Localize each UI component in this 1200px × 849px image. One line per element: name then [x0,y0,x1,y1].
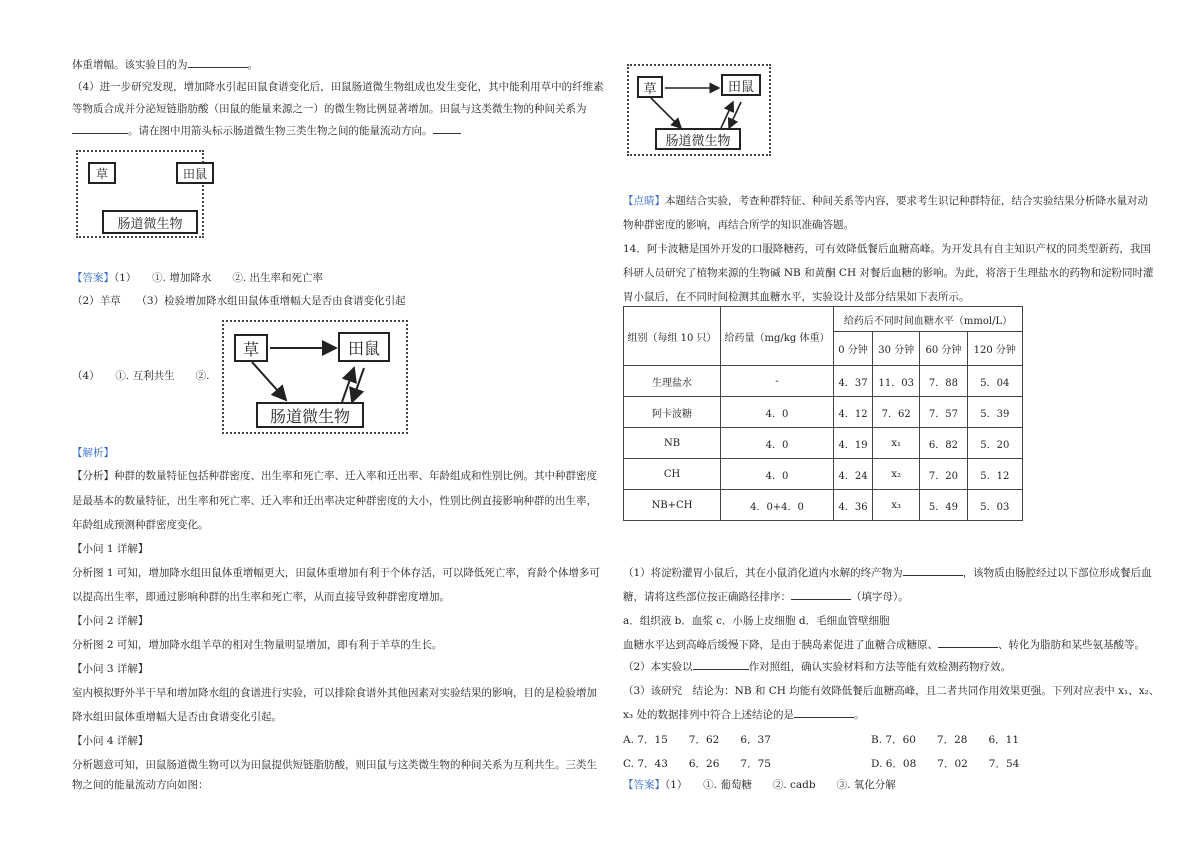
section-title: 【小问 2 详解】 [72,615,149,627]
table-cell: 7．20 [920,459,967,490]
text-line: 室内模拟野外半干旱和增加降水组的食谱进行实验，可以排除食谱外其他因素对实验结果的影响，目的是检验增加 [72,687,597,699]
text-line: 胃小鼠后，在不同时间检测其血糖水平，实验设计及部分结果如下表所示。 [623,291,970,303]
answer-blank [903,566,963,576]
text-line: 体重增幅。该实验目的为 。 [72,59,258,71]
text-line: 科研人员研究了植物来源的生物碱 NB 和黄酮 CH 对餐后血糖的影响。为此，将溶于生理盐水的药物和淀粉同时灌 [623,267,1154,279]
section-title: 【小问 1 详解】 [72,543,149,555]
text-line: （3）该研究 结论为：NB 和 CH 均能有效降低餐后血糖高峰，且二者共同作用效果更强。下列对应表中 x₁、x₂、 [623,685,1160,697]
text-line: 分析题意可知，田鼠肠道微生物可以为田鼠提供短链脂肪酸，则田鼠与这类微生物的种间关系为互利共生。三类生 [72,759,597,771]
table-row [624,366,1023,397]
vole-node: 田鼠 [176,162,214,184]
text-line: x₃ 处的数据排列中符合上述结论的是 。 [623,709,865,721]
text-line: 物之间的能量流动方向如图： [72,779,209,791]
results-table [623,306,1023,521]
table-cell: 4．0 [721,397,834,428]
answer-label: 【答案】 [72,272,114,284]
text-line: 血糖水平达到高峰后缓慢下降，是由于胰岛素促进了血糖合成糖原、 、转化为脂肪和某些氨基酸等。 [623,639,1145,651]
table-cell: 5．49 [920,490,967,521]
analysis-label: 【解析】 [72,447,114,459]
answer-line: 【答案】（1） ①. 葡萄糖 ②. cadb ③. 氧化分解 [623,779,896,791]
text-line: 降水组田鼠体重增幅大是否由食谱变化引起。 [72,711,282,723]
answer-blank [693,660,749,670]
table-cell: 11．03 [873,366,920,397]
answer-line: （2）羊草 （3）检验增加降水组田鼠体重增幅大是否由食谱变化引起 [72,295,406,307]
table-cell: x₁ [873,428,920,459]
microbe-node: 肠道微生物 [655,128,741,150]
text-line: 糖，请将这些部位按正确路径排序： （填字母）。 [623,591,909,603]
table-row [624,459,1023,490]
comment-label: 【点睛】 [623,195,665,207]
table-cell: 7．88 [920,366,967,397]
table-cell: NB [624,428,721,459]
text-line: 分析图 2 可知，增加降水组羊草的相对生物量明显增加，即有利于羊草的生长。 [72,639,443,651]
table-cell: 7．62 [873,397,920,428]
text-line: 14．阿卡波糖是国外开发的口服降糖药，可有效降低餐后血糖高峰。为开发具有自主知识产权的同类型新药，我国 [623,243,1151,255]
answer-blank [794,708,854,718]
option-b: B. 7．60 7．28 6．11 [871,734,1020,746]
table-header: 组别（每组 10 只） [624,307,721,366]
table-row [624,397,1023,428]
text-line: 年龄组成预测种群密度变化。 [72,519,209,531]
option-d: D. 6．08 7．02 7．54 [871,758,1020,770]
table-cell: - [721,366,834,397]
answer-blank [938,638,998,648]
table-header: 120 分钟 [967,332,1022,366]
table-cell: x₂ [873,459,920,490]
text-line: 【分析】种群的数量特征包括种群密度、出生率和死亡率、迁入率和迁出率、年龄组成和性别比例。其中种群密度 [72,470,597,482]
table-cell: CH [624,459,721,490]
diagram-answer [222,320,408,434]
table-cell: 4．0 [721,459,834,490]
text-line: （1）将淀粉灌胃小鼠后，其在小鼠消化道内水解的终产物为 ，该物质由肠腔经过以下部位形成餐后血 [623,567,1152,579]
text-line: （2）本实验以 作对照组，确认实验材料和方法等能有效检测药物疗效。 [623,661,1012,673]
table-header: 60 分钟 [920,332,967,366]
text-line: 等物质合成并分泌短链脂肪酸（田鼠的能量来源之一）的微生物比例显著增加。田鼠与这类微生物的种间关系为 [72,103,587,115]
answer-label: 【答案】 [623,779,665,791]
table-cell: 7．57 [920,397,967,428]
answer-blank [791,590,851,600]
table-cell: 6．82 [920,428,967,459]
table-cell: 4．36 [834,490,873,521]
table-cell: 4．19 [834,428,873,459]
table-cell: 4．24 [834,459,873,490]
option-a: A. 7．15 7．62 6．37 [623,734,771,746]
table-cell: 4．0+4．0 [721,490,834,521]
text-line: 【点睛】本题结合实验，考查种群特征、种间关系等内容，要求考生识记种群特征，结合实验结果分析降水量对动 [623,195,1148,207]
table-cell: x₃ [873,490,920,521]
text-line: 。请在图中用箭头标示肠道微生物三类生物之间的能量流动方向。 [72,124,461,138]
answer-blank [433,124,461,134]
table-header: 给药后不同时间血糖水平（mmol/L） [834,307,1023,332]
microbe-node: 肠道微生物 [256,402,364,428]
answer-line: （4） ①. 互利共生 ②. [72,370,210,382]
vole-node: 田鼠 [338,332,390,362]
answer-blank [188,58,248,68]
grass-node: 草 [637,76,663,98]
microbe-node: 肠道微生物 [102,210,198,234]
table-cell: 阿卡波糖 [624,397,721,428]
table-header: 30 分钟 [873,332,920,366]
diagram-answer [627,64,771,156]
table-cell: 4．37 [834,366,873,397]
grass-node: 草 [234,334,268,362]
table-header: 0 分钟 [834,332,873,366]
table-cell: NB+CH [624,490,721,521]
section-title: 【小问 3 详解】 [72,663,149,675]
text-line: 以提高出生率，即通过影响种群的出生率和死亡率，从而直接导致种群密度增加。 [72,591,450,603]
table-cell: 5．12 [967,459,1022,490]
table-row [624,490,1023,521]
answer-blank [72,124,128,134]
option-c: C. 7．43 6．26 7．75 [623,758,771,770]
table-cell: 5．20 [967,428,1022,459]
answer-line: 【答案】（1） ①. 增加降水 ②. 出生率和死亡率 [72,272,324,284]
table-cell: 5．04 [967,366,1022,397]
table-cell: 5．39 [967,397,1022,428]
grass-node: 草 [88,162,116,184]
text-line: 分析图 1 可知，增加降水组田鼠体重增幅更大，田鼠体重增加有利于个体存活，可以降低死亡率，育龄个体增多可 [72,567,600,579]
section-title: 【小问 4 详解】 [72,735,149,747]
text-line: （4）进一步研究发现，增加降水引起田鼠食谱变化后，田鼠肠道微生物组成也发生变化，其中能利用草中的纤维素 [72,81,604,93]
table-row [624,428,1023,459]
vole-node: 田鼠 [721,74,761,96]
diagram-empty [76,150,207,238]
table-cell: 生理盐水 [624,366,721,397]
text-line: 物种群密度的影响，再结合所学的知识准确答题。 [623,219,854,231]
text-line: a．组织液 b．血浆 c．小肠上皮细胞 d．毛细血管壁细胞 [623,615,890,627]
table-header: 给药量（mg/kg 体重） [721,307,834,366]
text-line: 是最基本的数量特征，出生率和死亡率、迁入率和迁出率决定种群密度的大小，性别比例直接影响种群的出生率， [72,495,597,507]
table-cell: 4．12 [834,397,873,428]
table-cell: 5．03 [967,490,1022,521]
table-cell: 4．0 [721,428,834,459]
